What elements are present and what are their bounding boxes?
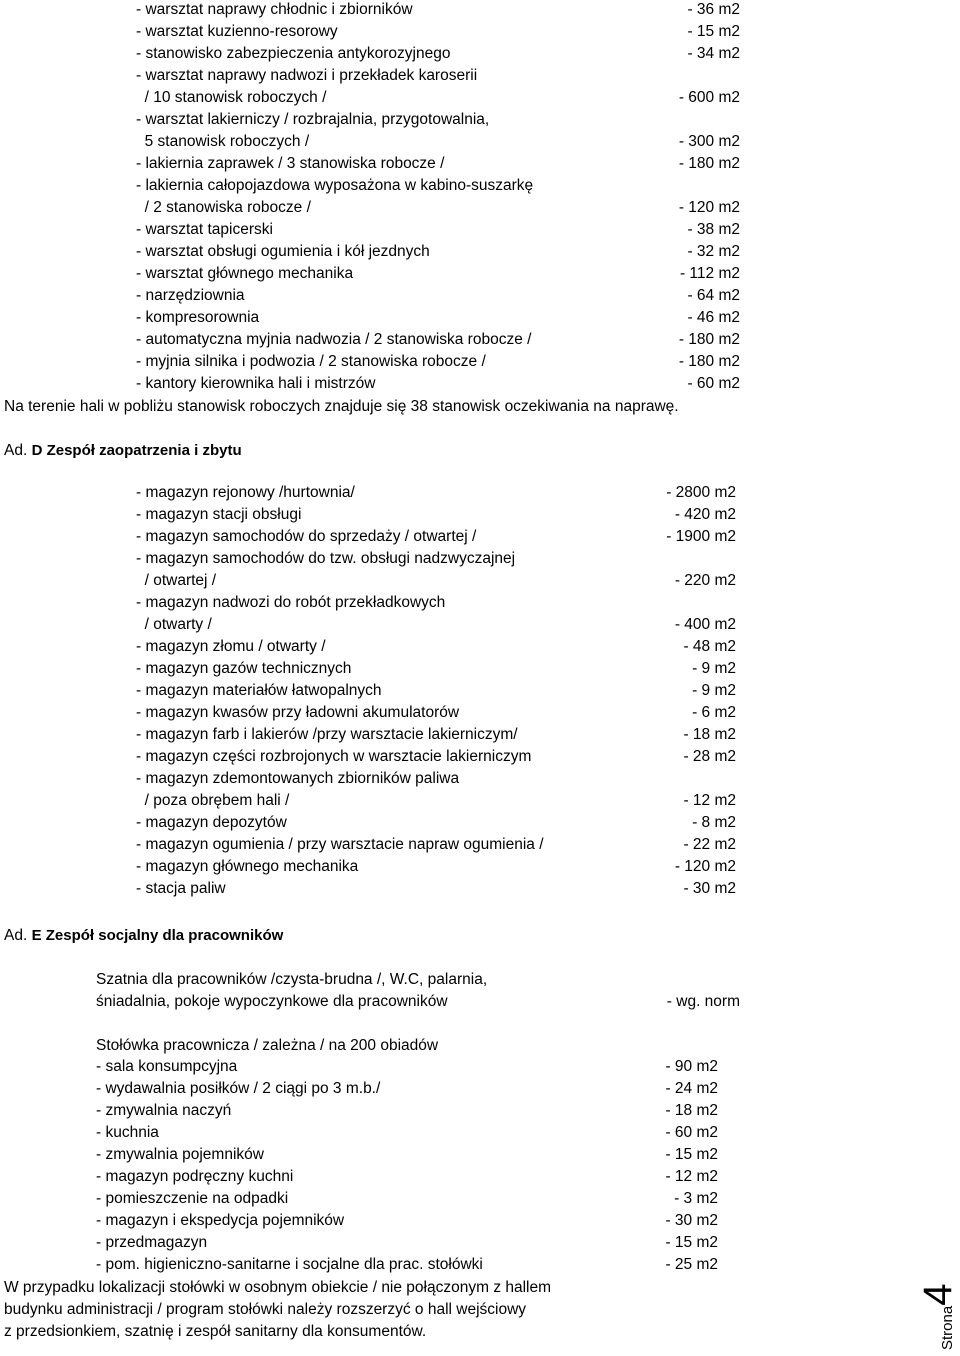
section-d-item-row: [136, 549, 736, 569]
section-c-item-value: - 180 m2: [678, 331, 740, 348]
section-d-item-row: [136, 791, 736, 811]
section-c-item-value: - 34 m2: [687, 45, 740, 62]
section-c-item-row: [136, 66, 740, 86]
section-d-item-row: [136, 659, 736, 679]
section-e-item-value: - 90 m2: [665, 1058, 718, 1075]
section-c-item-row: [136, 330, 740, 350]
section-e-ad: Ad.: [4, 927, 28, 944]
section-d-heading: [4, 441, 242, 461]
section-d-item-row: [136, 681, 736, 701]
section-c-item-label: - warsztat naprawy nadwozi i przekładek karoserii: [136, 67, 478, 84]
section-d-item-label: - magazyn rejonowy /hurtownia/: [136, 484, 355, 501]
section-c-item-value: - 64 m2: [687, 287, 740, 304]
section-c-item-value: - 32 m2: [687, 243, 740, 260]
section-d-item-row: [136, 505, 736, 525]
section-d-item-value: - 12 m2: [683, 792, 736, 809]
section-c-item-value: - 38 m2: [687, 221, 740, 238]
section-d-item-row: [136, 747, 736, 767]
section-e-note-line: z przedsionkiem, szatnię i zespół sanitarny dla konsumentów.: [4, 1323, 427, 1340]
szatnia-value: - wg. norm: [666, 993, 740, 1010]
page-number: 4: [916, 1283, 960, 1306]
section-c-item-label: / 2 stanowiska robocze /: [136, 199, 311, 216]
section-e-item-value: - 12 m2: [665, 1168, 718, 1185]
section-c-item-value: - 46 m2: [687, 309, 740, 326]
section-d-item-value: - 9 m2: [692, 682, 736, 699]
section-e-item-row: [96, 1255, 718, 1275]
section-d-item-label: / otwartej /: [136, 572, 217, 589]
section-c-item-label: - warsztat głównego mechanika: [136, 265, 354, 282]
section-e-item-label: - pom. higieniczno-sanitarne i socjalne dla prac. stołówki: [96, 1256, 483, 1273]
canteen-heading: Stołówka pracownicza / zależna / na 200 obiadów: [96, 1037, 439, 1054]
section-e-item-row: [96, 1123, 718, 1143]
section-e-item-label: - zmywalnia pojemników: [96, 1146, 264, 1163]
section-d-item-label: - magazyn samochodów do tzw. obsługi nadzwyczajnej: [136, 550, 516, 567]
section-e-item-label: - zmywalnia naczyń: [96, 1102, 232, 1119]
section-d-item-label: - magazyn części rozbrojonych w warsztacie lakierniczym: [136, 748, 532, 765]
section-d-item-value: - 8 m2: [692, 814, 736, 831]
section-d-item-row: [136, 615, 736, 635]
section-d-item-label: - magazyn depozytów: [136, 814, 287, 831]
section-c-item-row: [136, 88, 740, 108]
section-e-item-value: - 60 m2: [665, 1124, 718, 1141]
section-c-item-label: - lakiernia zaprawek / 3 stanowiska robocze /: [136, 155, 445, 172]
section-e-item-value: - 3 m2: [674, 1190, 718, 1207]
section-c-item-value: - 60 m2: [687, 375, 740, 392]
section-c-item-label: - warsztat naprawy chłodnic i zbiorników: [136, 1, 413, 18]
section-d-item-label: / otwarty /: [136, 616, 212, 633]
section-c-item-value: - 15 m2: [687, 23, 740, 40]
section-c-item-row: [136, 242, 740, 262]
section-e-item-row: [96, 1233, 718, 1253]
section-d-item-row: [136, 703, 736, 723]
section-e-title: E Zespół socjalny dla pracowników: [31, 927, 284, 944]
section-d-item-label: - magazyn gazów technicznych: [136, 660, 352, 677]
section-d-item-value: - 2800 m2: [666, 484, 736, 501]
section-d-item-value: - 28 m2: [683, 748, 736, 765]
section-c-item-label: - warsztat kuzienno-resorowy: [136, 23, 338, 40]
page-footer: [916, 1264, 960, 1350]
section-c-item-row: [136, 0, 740, 20]
section-d-item-value: - 9 m2: [692, 660, 736, 677]
section-d-item-row: [136, 813, 736, 833]
szatnia-row: [96, 992, 740, 1012]
section-c-item-label: / 10 stanowisk roboczych /: [136, 89, 327, 106]
section-e-item-label: - magazyn podręczny kuchni: [96, 1168, 294, 1185]
section-c-item-label: - lakiernia całopojazdowa wyposażona w kabino-suszarkę: [136, 177, 534, 194]
section-e-item-row: [96, 1079, 718, 1099]
section-d-item-value: - 6 m2: [692, 704, 736, 721]
section-d-item-row: [136, 857, 736, 877]
szatnia-line-2: śniadalnia, pokoje wypoczynkowe dla pracowników: [96, 993, 448, 1010]
section-c-item-label: - automatyczna myjnia nadwozia / 2 stanowiska robocze /: [136, 331, 532, 348]
section-e-note-line: W przypadku lokalizacji stołówki w osobnym obiekcie / nie połączonym z hallem: [4, 1279, 552, 1296]
section-c-item-value: - 180 m2: [678, 155, 740, 172]
section-c-item-label: - kantory kierownika hali i mistrzów: [136, 375, 376, 392]
section-d-item-label: - magazyn ogumienia / przy warsztacie napraw ogumienia /: [136, 836, 544, 853]
section-d-item-row: [136, 571, 736, 591]
section-c-item-row: [136, 374, 740, 394]
section-d-item-label: - magazyn nadwozi do robót przekładkowych: [136, 594, 446, 611]
section-c-item-label: - warsztat tapicerski: [136, 221, 273, 238]
section-d-item-label: - magazyn samochodów do sprzedaży / otwartej /: [136, 528, 477, 545]
section-d-item-row: [136, 835, 736, 855]
section-d-item-row: [136, 593, 736, 613]
section-c-item-row: [136, 308, 740, 328]
section-d-ad: Ad.: [4, 442, 28, 459]
section-c-item-row: [136, 176, 740, 196]
section-e-item-label: - kuchnia: [96, 1124, 159, 1141]
section-c-item-value: - 600 m2: [678, 89, 740, 106]
section-e-item-row: [96, 1167, 718, 1187]
section-c-item-label: - stanowisko zabezpieczenia antykorozyjnego: [136, 45, 451, 62]
szatnia-line-1: Szatnia dla pracowników /czysta-brudna /, W.C, palarnia,: [96, 971, 488, 988]
section-c-item-row: [136, 220, 740, 240]
section-d-item-value: - 22 m2: [683, 836, 736, 853]
section-c-item-label: - warsztat lakierniczy / rozbrajalnia, przygotowalnia,: [136, 111, 490, 128]
section-d-item-value: - 400 m2: [674, 616, 736, 633]
section-e-item-value: - 15 m2: [665, 1146, 718, 1163]
section-e-item-value: - 24 m2: [665, 1080, 718, 1097]
section-d-item-value: - 1900 m2: [666, 528, 736, 545]
section-d-item-label: - magazyn farb i lakierów /przy warsztacie lakierniczym/: [136, 726, 518, 743]
section-d-item-row: [136, 879, 736, 899]
page-label: Strona: [939, 1305, 956, 1350]
section-d-item-label: - magazyn zdemontowanych zbiorników paliwa: [136, 770, 460, 787]
section-c-item-row: [136, 132, 740, 152]
section-c-item-value: - 180 m2: [678, 353, 740, 370]
section-d-item-row: [136, 725, 736, 745]
section-e-item-value: - 25 m2: [665, 1256, 718, 1273]
section-e-item-row: [96, 1057, 718, 1077]
section-d-title: D Zespół zaopatrzenia i zbytu: [31, 442, 242, 459]
section-e-item-label: - przedmagazyn: [96, 1234, 208, 1251]
section-e-item-label: - magazyn i ekspedycja pojemników: [96, 1212, 345, 1229]
section-c-item-label: - narzędziownia: [136, 287, 245, 304]
section-d-item-row: [136, 527, 736, 547]
section-e-item-label: - wydawalnia posiłków / 2 ciągi po 3 m.b./: [96, 1080, 381, 1097]
section-d-item-label: - magazyn złomu / otwarty /: [136, 638, 326, 655]
section-d-item-value: - 220 m2: [674, 572, 736, 589]
section-d-item-row: [136, 483, 736, 503]
section-c-item-row: [136, 44, 740, 64]
section-d-item-label: / poza obrębem hali /: [136, 792, 290, 809]
section-c-item-row: [136, 264, 740, 284]
section-d-item-value: - 120 m2: [674, 858, 736, 875]
section-d-item-label: - magazyn kwasów przy ładowni akumulatorów: [136, 704, 460, 721]
section-c-item-value: - 36 m2: [687, 1, 740, 18]
section-c-item-label: - kompresorownia: [136, 309, 260, 326]
section-c-item-row: [136, 352, 740, 372]
section-c-item-value: - 112 m2: [679, 265, 740, 282]
section-d-item-row: [136, 769, 736, 789]
section-c-item-row: [136, 110, 740, 130]
section-d-item-value: - 18 m2: [683, 726, 736, 743]
section-d-item-label: - stacja paliw: [136, 880, 226, 897]
section-d-item-label: - magazyn głównego mechanika: [136, 858, 359, 875]
section-e-item-row: [96, 1189, 718, 1209]
section-e-item-value: - 15 m2: [665, 1234, 718, 1251]
section-d-item-value: - 420 m2: [674, 506, 736, 523]
section-c-item-label: 5 stanowisk roboczych /: [136, 133, 310, 150]
section-e-item-value: - 30 m2: [665, 1212, 718, 1229]
section-c-item-value: - 300 m2: [678, 133, 740, 150]
section-e-item-label: - pomieszczenie na odpadki: [96, 1190, 289, 1207]
section-c-item-value: - 120 m2: [678, 199, 740, 216]
section-c-item-label: - myjnia silnika i podwozia / 2 stanowiska robocze /: [136, 353, 486, 370]
section-e-heading: [4, 926, 283, 946]
section-c-item-row: [136, 154, 740, 174]
section-c-item-row: [136, 198, 740, 218]
section-d-item-value: - 48 m2: [683, 638, 736, 655]
section-e-note-line: budynku administracji / program stołówki należy rozszerzyć o hall wejściowy: [4, 1301, 527, 1318]
section-d-item-row: [136, 637, 736, 657]
section-c-note: Na terenie hali w pobliżu stanowisk roboczych znajduje się 38 stanowisk oczekiwania na naprawę.: [4, 398, 679, 415]
section-e-item-row: [96, 1211, 718, 1231]
section-d-item-label: - magazyn materiałów łatwopalnych: [136, 682, 382, 699]
section-c-item-label: - warsztat obsługi ogumienia i kół jezdnych: [136, 243, 430, 260]
section-e-item-label: - sala konsumpcyjna: [96, 1058, 238, 1075]
section-d-item-label: - magazyn stacji obsługi: [136, 506, 302, 523]
section-c-item-row: [136, 286, 740, 306]
section-d-item-value: - 30 m2: [683, 880, 736, 897]
section-c-item-row: [136, 22, 740, 42]
section-e-item-row: [96, 1101, 718, 1121]
section-e-item-row: [96, 1145, 718, 1165]
section-e-item-value: - 18 m2: [665, 1102, 718, 1119]
